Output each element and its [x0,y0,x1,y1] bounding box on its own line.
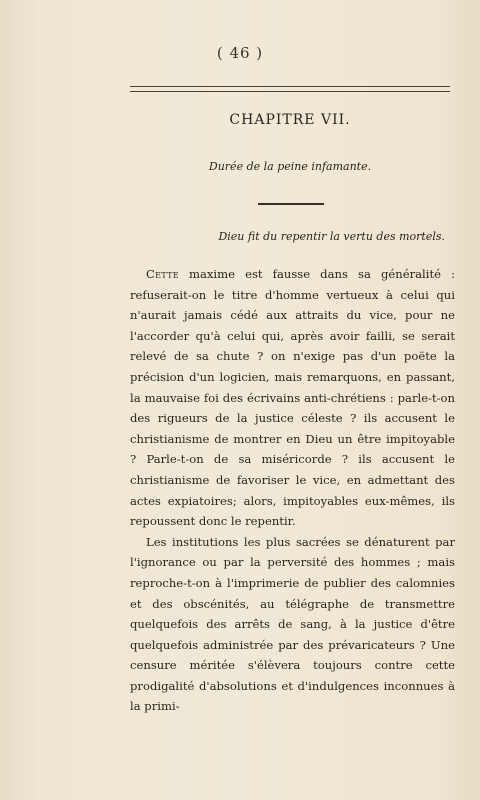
epigraph: Dieu fit du repentir la vertu des mortels. [218,230,445,243]
paragraph-1-text: maxime est fausse dans sa généralité : refuserait-on le titre d'homme vertueux à celui qui n'aurait jamais cédé aux attraits du vice, pour ne l'accorder qu'à celui qui, après avoir failli, se serait relevé de sa chute ? on n'exige pas d'un poëte la précision d'un logicien, mais remarquons, en passant, la mauvaise foi des écrivains anti-chrétiens : parle-t-on des rigueurs de la justice céleste ? ils accusent le christianisme de montrer en Dieu un être impitoyable ? Parle-t-on de sa miséricorde ? ils accusent le christianisme de favoriser le vice, en admettant des actes expiatoires; alors, impitoyables eux-mêmes, ils repoussent donc le repentir. [130,267,455,529]
chapter-title: CHAPITRE VII. [229,112,351,128]
chapter-subtitle: Durée de la peine infamante. [208,160,372,173]
header-double-rule [130,86,450,92]
paragraph-1-lead: Cette [146,267,179,281]
body-text [130,264,455,717]
section-divider-rule [258,203,324,205]
page-number: ( 46 ) [216,44,264,62]
paragraph-1 [130,264,455,532]
paragraph-2: Les institutions les plus sacrées se dénaturent par l'ignorance ou par la perversité des hommes ; mais reproche-t-on à l'imprimerie de publier des calomnies et des obscénités, au télégraphe de transmettre quelquefois des arrêts de sang, à la justice d'être quelquefois administrée par des prévaricateurs ? Une censure méritée s'élèvera toujours contre cette prodigalité d'absolutions et d'indulgences inconnues à la primi- [130,534,455,714]
